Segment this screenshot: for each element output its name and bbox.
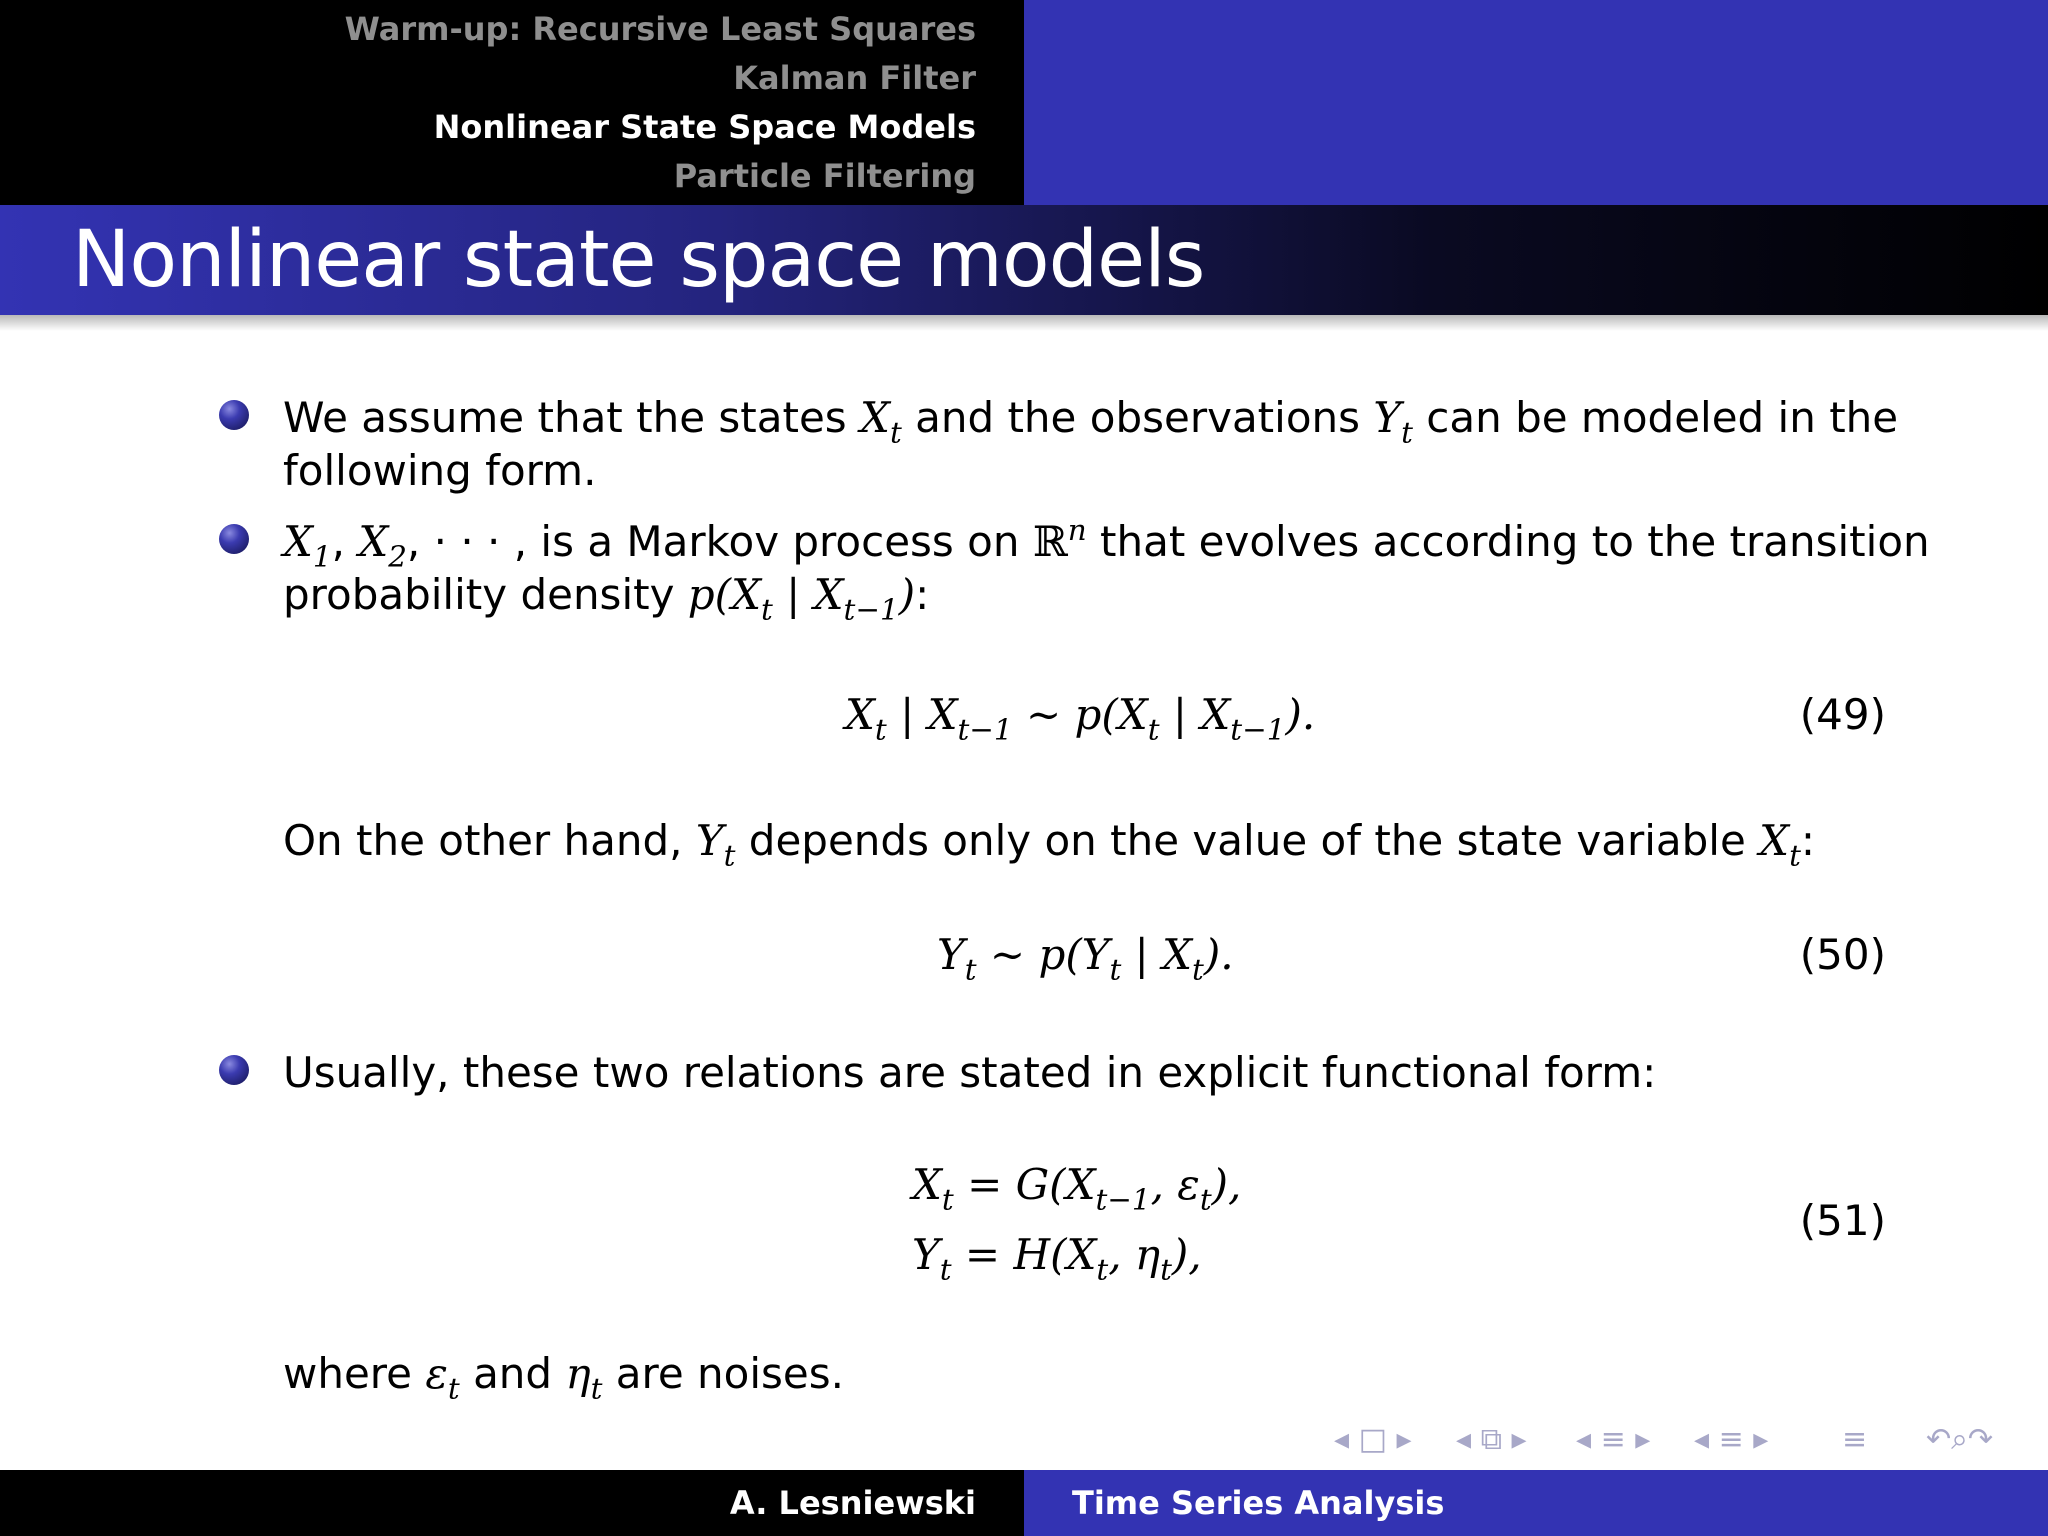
nav-subsection-icon[interactable]: ◂ ≡ ▸ xyxy=(1576,1422,1651,1457)
nav-align-icon[interactable]: ≡ xyxy=(1842,1422,1868,1457)
nav-first-icon[interactable]: ◂ □ ▸ xyxy=(1334,1422,1412,1457)
nav-section-icon[interactable]: ◂ ≡ ▸ xyxy=(1694,1422,1769,1457)
equation-51-number: (51) xyxy=(1799,1196,1886,1245)
bullet-icon xyxy=(219,1055,249,1085)
footer-author: A. Lesniewski xyxy=(729,1484,976,1522)
equation-50: $Y_t$ ∼ $p(Y_t$ | $X_t$). xyxy=(937,930,1234,987)
equation-49: $X_t$ | $X_{t-1}$ ∼ $p(X_t$ | $X_{t-1}$). xyxy=(845,690,1316,747)
footer-author-panel xyxy=(0,1470,1024,1536)
footer-title: Time Series Analysis xyxy=(1072,1484,1445,1522)
where-line: where $\varepsilon_t$ and $\eta_t$ are noises. xyxy=(283,1349,844,1406)
nav-item-recursive-least-squares[interactable]: Warm-up: Recursive Least Squares xyxy=(344,10,976,48)
bullet3-text: Usually, these two relations are stated in explicit functional form: xyxy=(283,1048,1657,1097)
nav-item-nonlinear-state-space[interactable]: Nonlinear State Space Models xyxy=(433,108,976,146)
bullet1-line2: following form. xyxy=(283,446,597,495)
bullet-icon xyxy=(219,400,249,430)
footer-title-panel xyxy=(1024,1470,2048,1536)
equation-50-number: (50) xyxy=(1799,930,1886,979)
nav-search-icon[interactable]: ↶⌕↷ xyxy=(1926,1422,1994,1457)
nav-item-kalman-filter[interactable]: Kalman Filter xyxy=(733,59,976,97)
bullet2-line1: $X_1$, $X_2$, · · · , is a Markov process on ℝ$^n$ that evolves according to the transition xyxy=(283,512,1930,574)
slide-title: Nonlinear state space models xyxy=(72,215,1205,305)
middle-paragraph: On the other hand, $Y_t$ depends only on the value of the state variable $X_t$: xyxy=(283,816,1816,873)
equation-49-number: (49) xyxy=(1799,690,1886,739)
bullet-icon xyxy=(219,524,249,554)
bullet2-line2: probability density $p(X_t$ | $X_{t-1}$): xyxy=(283,570,930,627)
nav-item-particle-filtering[interactable]: Particle Filtering xyxy=(673,157,976,195)
equation-51-line2: $Y_t = H(X_t$, $\eta_t$), xyxy=(912,1230,1202,1287)
bullet1-line1: We assume that the states $X_t$ and the observations $Y_t$ can be modeled in the xyxy=(283,393,1899,450)
equation-51-line1: $X_t = G(X_{t-1}$, $\varepsilon_t$), xyxy=(912,1160,1242,1217)
nav-frame-icon[interactable]: ◂ ⧉ ▸ xyxy=(1456,1422,1527,1457)
